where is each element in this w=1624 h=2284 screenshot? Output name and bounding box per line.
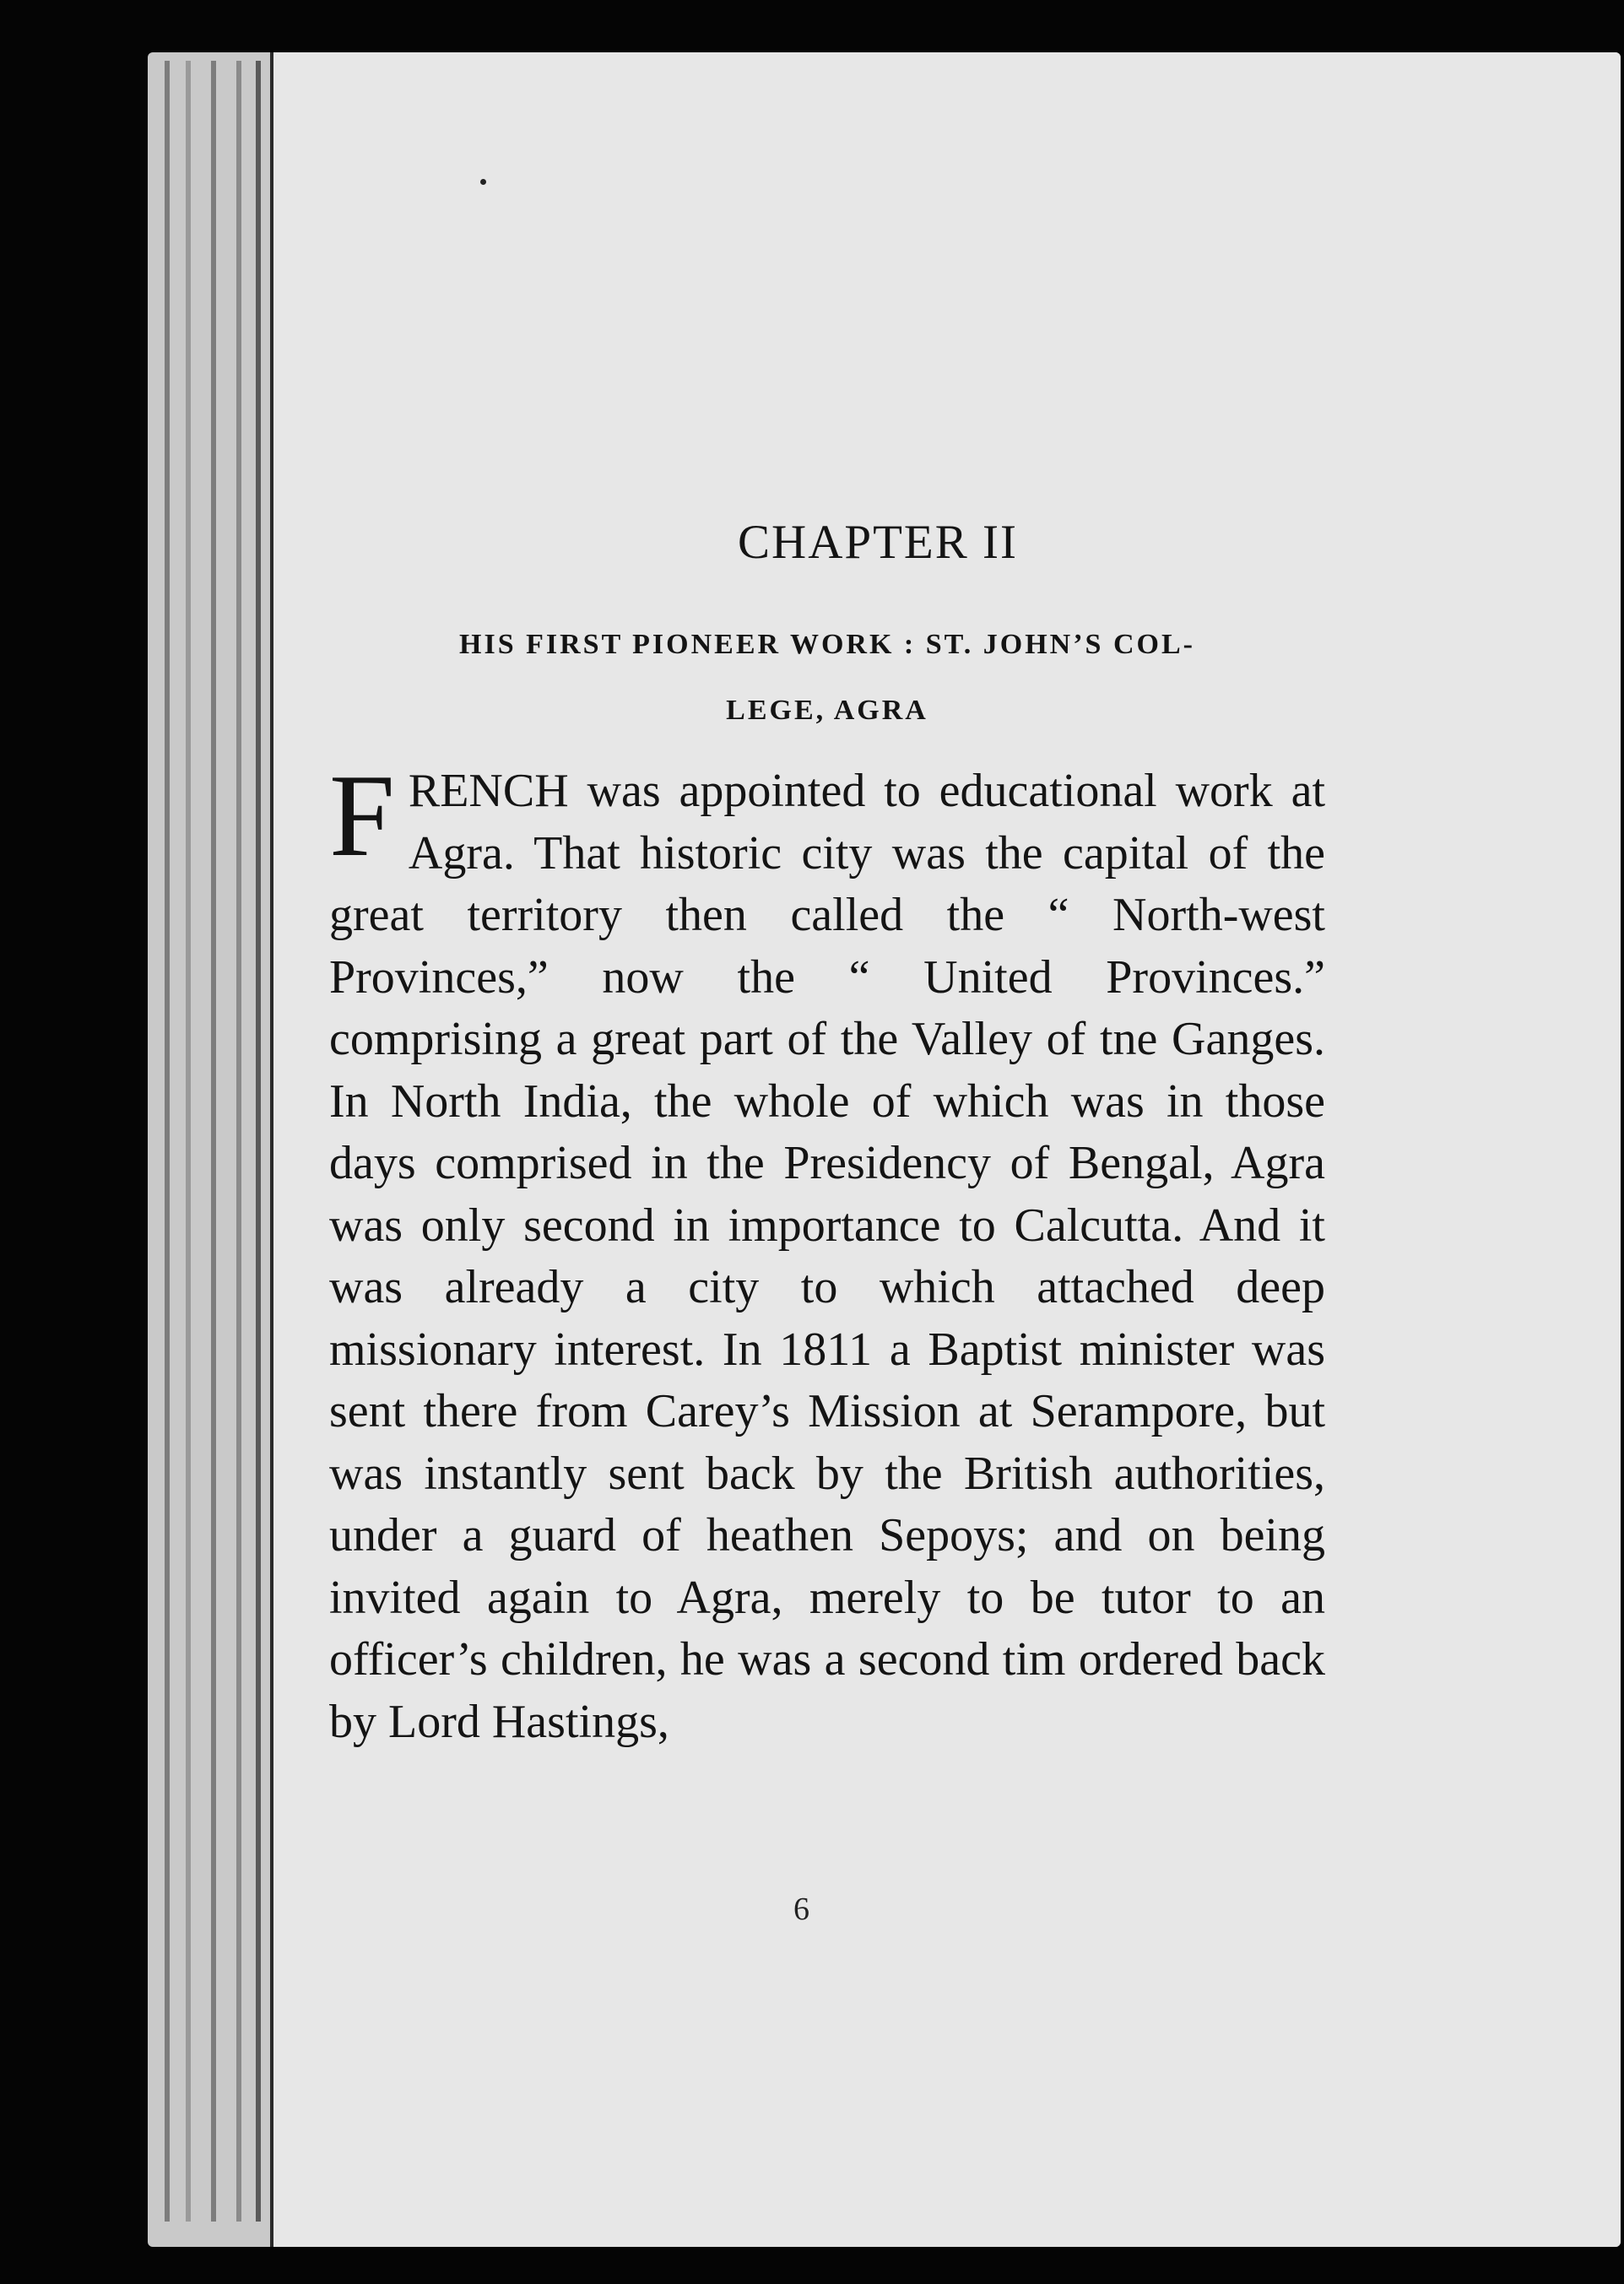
chapter-subtitle-line: HIS FIRST PIONEER WORK : ST. JOHN’S COL-: [459, 629, 1195, 660]
paragraph-text: RENCH was appointed to educational work at Agra. That historic city was the capital of the great territory then called the “ North-west Provinces,” now the “ United Provinces.” comprising a great part of the Valley of tne Ganges. In North India, the whole of which was in those days comprised in the Presidency of Bengal, Agra was only second in importance to Calcutta. And it was already a city to which attached deep missionary interest. In 1811 a Baptist minister was sent there from Carey’s Mission at Serampore, but was instantly sent back by the British authorities, under a guard of heathen Sepoys; and on being invited again to Agra, merely to be tutor to an officer’s children, he was a second tim ordered back by Lord Hastings,: [329, 765, 1325, 1748]
chapter-title: CHAPTER II: [738, 516, 1018, 569]
page-edge: [165, 61, 170, 2222]
page-text: [329, 515, 1325, 1753]
page-edge: [186, 61, 191, 2222]
page-number: 6: [793, 1892, 809, 1927]
page-edge: [211, 61, 216, 2222]
page-speck: [480, 179, 486, 185]
chapter-subtitle-line: LEGE, AGRA: [726, 695, 928, 726]
chapter-subtitle: [329, 612, 1325, 744]
page-edge: [256, 61, 261, 2222]
page-edge: [236, 61, 241, 2222]
drop-cap: F: [329, 750, 395, 881]
body-paragraph: [329, 750, 1325, 1753]
